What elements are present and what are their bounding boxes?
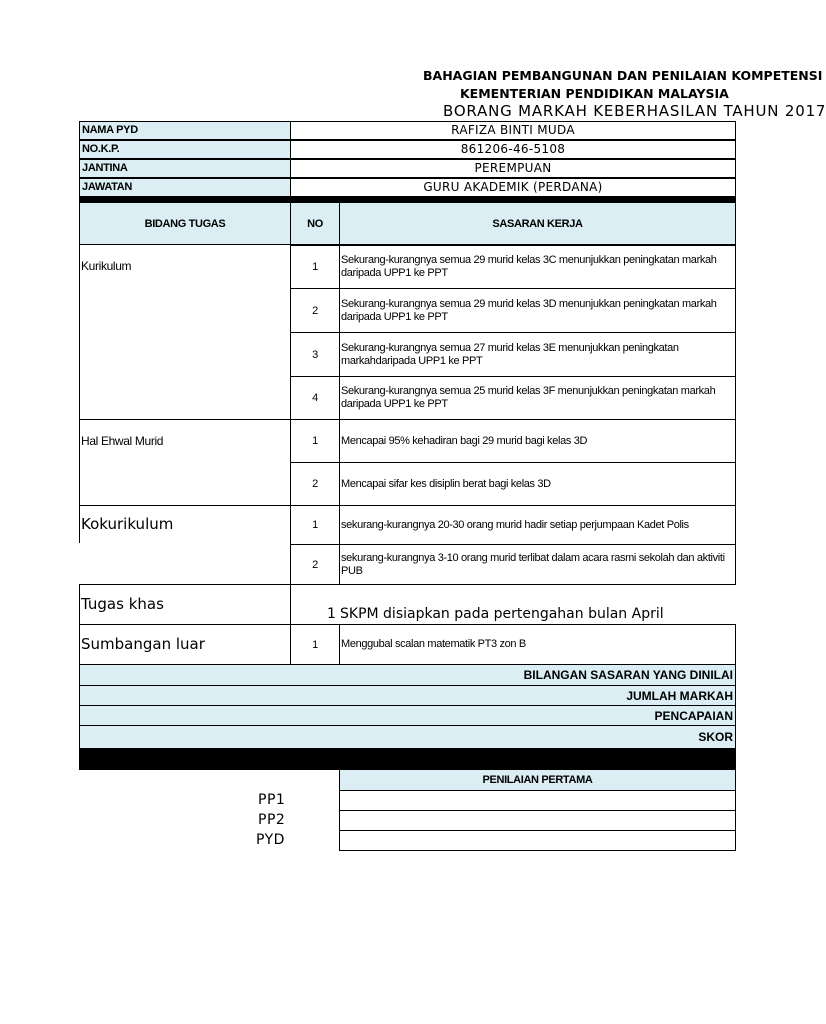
info-value-jantina: PEREMPUAN — [290, 159, 736, 178]
info-value-jawatan: GURU AKADEMIK (PERDANA) — [290, 178, 736, 197]
summary-jumlah-markah: JUMLAH MARKAH — [79, 685, 736, 706]
kurikulum-row-3-text: Sekurang-kurangnya semua 27 murid kelas 3E menunjukkan peningkatan markahdaripada UPP1 ke PPT — [339, 332, 736, 377]
kurikulum-row-2-no: 2 — [290, 288, 340, 333]
header-line-3: BORANG MARKAH KEBERHASILAN TAHUN 2017 — [443, 102, 826, 120]
summary-pencapaian: PENCAPAIAN — [79, 705, 736, 726]
section-title-kurikulum: Kurikulum — [81, 259, 132, 273]
tugas-top-line — [79, 584, 291, 585]
kurikulum-row-2-text: Sekurang-kurangnya semua 29 murid kelas 3D menunjukkan peningkatan markah daripada UPP1 ke PPT — [339, 288, 736, 333]
left-border — [79, 245, 80, 543]
section-title-tugas-khas: Tugas khas — [81, 595, 164, 613]
koko-row-1-text: sekurang-kurangnya 20-30 orang murid hadir setiap perjumpaan Kadet Polis — [339, 505, 736, 545]
header-bidang-tugas: BIDANG TUGAS — [79, 202, 291, 245]
info-label-jawatan: JAWATAN — [79, 178, 291, 197]
penilaian-pp1-cell[interactable] — [339, 790, 736, 811]
hem-bottom-line — [79, 505, 291, 506]
header-line-2: KEMENTERIAN PENDIDIKAN MALAYSIA — [460, 86, 729, 101]
info-label-nokp: NO.K.P. — [79, 140, 291, 159]
penilaian-pp2-cell[interactable] — [339, 810, 736, 831]
koko-row-2-no: 2 — [290, 544, 340, 585]
summary-bilangan-sasaran: BILANGAN SASARAN YANG DINILAI — [79, 664, 736, 686]
summary-skor: SKOR — [79, 725, 736, 749]
header-line-1: BAHAGIAN PEMBANGUNAN DAN PENILAIAN KOMPETENSI — [423, 68, 823, 83]
info-value-nokp: 861206-46-5108 — [290, 140, 736, 159]
hem-row-1-no: 1 — [290, 419, 340, 463]
label-pp2: PP2 — [258, 812, 286, 828]
tugas-no-rightline — [290, 584, 291, 624]
hem-row-2-no: 2 — [290, 462, 340, 506]
tugas-row-1-no: 1 — [327, 606, 336, 622]
black-bar — [79, 748, 736, 770]
info-label-nama: NAMA PYD — [79, 121, 291, 140]
header-no: NO — [290, 202, 340, 245]
hem-row-1-text: Mencapai 95% kehadiran bagi 29 murid bagi kelas 3D — [339, 419, 736, 463]
tugas-row-1-text: SKPM disiapkan pada pertengahan bulan April — [340, 606, 664, 622]
kurikulum-row-1-text: Sekurang-kurangnya semua 29 murid kelas 3C menunjukkan peningkatan markah daripada UPP1 ke PPT — [339, 245, 736, 289]
penilaian-pertama-header: PENILAIAN PERTAMA — [339, 769, 736, 791]
info-label-jantina: JANTINA — [79, 159, 291, 178]
section-title-kokurikulum: Kokurikulum — [81, 515, 174, 533]
kurikulum-row-1-no: 1 — [290, 245, 340, 289]
sumbangan-row-1-text: Menggubal scalan matematik PT3 zon B — [339, 624, 736, 665]
label-pyd: PYD — [256, 832, 285, 848]
info-value-nama: RAFIZA BINTI MUDA — [290, 121, 736, 140]
kurikulum-row-4-text: Sekurang-kurangnya semua 25 murid kelas 3F menunjukkan peningkatan markah daripada UPP1 ke PPT — [339, 376, 736, 420]
sumbangan-row-1-no: 1 — [290, 624, 340, 665]
kurikulum-row-3-no: 3 — [290, 332, 340, 377]
section-title-hem: Hal Ehwal Murid — [81, 434, 164, 448]
header-sasaran-kerja: SASARAN KERJA — [339, 202, 736, 245]
kurikulum-bottom-line — [79, 419, 291, 420]
koko-row-1-no: 1 — [290, 505, 340, 545]
kurikulum-row-4-no: 4 — [290, 376, 340, 420]
koko-row-2-text: sekurang-kurangnya 3-10 orang murid terlibat dalam acara rasmi sekolah dan aktiviti PUB — [339, 544, 736, 585]
hem-row-2-text: Mencapai sifar kes disiplin berat bagi kelas 3D — [339, 462, 736, 506]
section-title-sumbangan-luar: Sumbangan luar — [81, 635, 205, 653]
label-pp1: PP1 — [258, 792, 286, 808]
penilaian-pyd-cell[interactable] — [339, 830, 736, 851]
